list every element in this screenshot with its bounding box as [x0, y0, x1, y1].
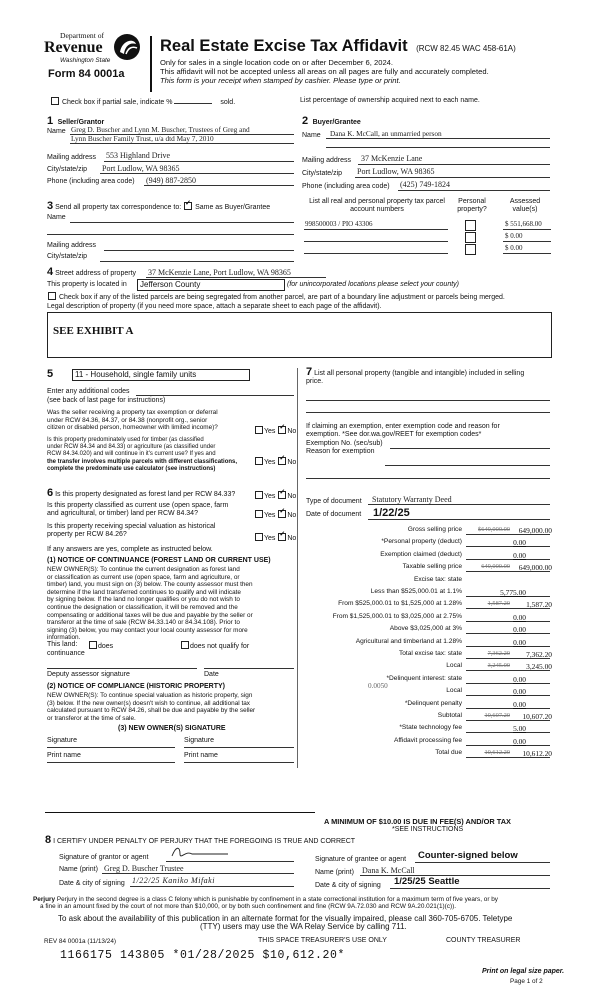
- corr-city-label: City/state/zip: [47, 253, 88, 260]
- section-6-number: 6: [47, 487, 54, 499]
- doc-type-underline: [368, 504, 550, 505]
- q-timber-yes-checkbox[interactable]: [255, 457, 263, 465]
- tax-row-label: *Delinquent penalty: [404, 699, 462, 707]
- continuance-line: NEW OWNER(S): To continue the current designation as forest land: [47, 566, 240, 573]
- tax-row-label: Less than $525,000.01 at 1.1%: [370, 588, 462, 595]
- seller-mail-value[interactable]: 553 Highland Drive: [106, 151, 170, 160]
- segregation-row: [47, 292, 505, 302]
- section-4-street-row: [47, 268, 136, 278]
- section-5-number: 5: [47, 368, 54, 380]
- buyer-name-value[interactable]: Dana K. McCall, an unmarried person: [330, 129, 442, 138]
- forest-yes-label: Yes: [264, 493, 276, 500]
- street-value[interactable]: 37 McKenzie Lane, Port Ludlow, WA 98365: [148, 268, 291, 277]
- personal-property-line-1: [306, 400, 550, 401]
- compliance-text: [47, 692, 297, 722]
- tax-row-label: Agricultural and timberland at 1.28%: [355, 637, 462, 645]
- exemption-reason-line-2: [306, 478, 550, 479]
- corr-city-underline: [100, 261, 294, 262]
- form-rcw: (RCW 82.45 WAC 458-61A): [416, 44, 516, 53]
- tax-row-label: Excise tax: state: [413, 575, 462, 583]
- corr-name-underline: [70, 222, 294, 223]
- exemption-line-2: exemption. *See dor.wa.gov/REET for exemption codes*: [306, 431, 482, 439]
- section-2-number: 2: [302, 115, 309, 127]
- tax-row-struck-value: 1,587.20: [487, 600, 510, 608]
- grantee-sig-line: [415, 862, 550, 863]
- grantee-date-value[interactable]: 1/25/25 Seattle: [394, 876, 460, 887]
- segregation-checkbox[interactable]: [48, 292, 56, 300]
- same-as-buyer-label: Same as Buyer/Grantee: [195, 204, 271, 211]
- section-3-label: Send all property tax correspondence to:: [55, 204, 182, 211]
- owner-sig-line-1: [47, 747, 175, 748]
- compliance-line: (3) below. If the new owner(s) doesn't wish to continue, all additional tax: [47, 699, 250, 707]
- grantor-date-line: [130, 886, 294, 887]
- grantor-sig-label: Signature of grantor or agent: [59, 854, 149, 861]
- county-note: (for unincorporated locations please select your county): [287, 281, 459, 288]
- tax-row-value[interactable]: 0.00: [513, 637, 526, 647]
- continuance-line: compensating or additional taxes will be due and payable by the seller or: [47, 611, 253, 619]
- form-title-row: [160, 37, 516, 56]
- tax-row-label: Exemption claimed (deduct): [380, 550, 462, 558]
- q-timber-no-label: No: [287, 459, 297, 466]
- continuance-line: transferor at the time of sale (RCW 84.33.140 or 84.34.108). Prior to: [47, 619, 240, 627]
- partial-sale-row: [50, 97, 235, 107]
- tax-row-label: Taxable selling price: [402, 563, 462, 571]
- buyer-name-label: Name: [302, 132, 321, 139]
- tax-row-value[interactable]: 649,000.00: [518, 563, 552, 573]
- alt-format-line-1: To ask about the availability of this publication in an alternate format for the visually impaired, please call 360-705-6705. Teletype: [58, 914, 513, 923]
- section-7-label-1: List all personal property (tangible and intangible) included in selling: [314, 370, 525, 377]
- continuance-line: timber) land, you must sign on (3) below. The county assessor must then: [47, 581, 253, 589]
- tax-row-struck-value: 3,245.00: [487, 662, 510, 670]
- section-7-label-2: price.: [306, 378, 324, 386]
- tax-row-value[interactable]: 0.00: [513, 550, 526, 560]
- header-note-3: This form is your receipt when stamped by cashier. Please type or print.: [160, 76, 401, 85]
- continuance-line: signing (3) below, you may contact your local county assessor for more: [47, 626, 248, 634]
- street-label: Street address of property: [55, 270, 137, 277]
- tax-row-struck-value: 10,607.20: [484, 712, 510, 719]
- grantee-date-label: Date & city of signing: [315, 882, 381, 889]
- personal-checkbox-3[interactable]: [465, 244, 476, 255]
- historic-no-checkbox[interactable]: [278, 533, 286, 541]
- forest-no-label: No: [287, 493, 297, 500]
- tax-row-label: *State technology fee: [399, 724, 462, 732]
- q-exemption-text: [47, 409, 257, 432]
- buyer-name-underline: [326, 138, 550, 139]
- current-use-line1: Is this property classified as current use (open space, farm: [47, 502, 229, 509]
- assessed-value-3[interactable]: $ 0.00: [505, 244, 523, 252]
- q-timber-answer: [254, 457, 296, 467]
- alt-format-line-2: (TTY) users may use the WA Relay Service by calling 711.: [200, 922, 407, 931]
- header-note-2: This affidavit will not be accepted unless all areas on all pages are fully and accurately completed.: [160, 67, 489, 76]
- list-percentage-note: List percentage of ownership acquired next to each name.: [300, 97, 480, 104]
- section-8-top-rule: [45, 812, 315, 813]
- buyer-mail-underline: [358, 164, 550, 165]
- tax-row-value[interactable]: 10,607.20: [522, 712, 552, 721]
- treasurer-use-label: THIS SPACE TREASURER'S USE ONLY: [258, 937, 387, 944]
- q-timber-line3: RCW 84.34.020) and will continue in it's current use? If yes and: [47, 451, 216, 458]
- buyer-mail-value[interactable]: 37 McKenzie Lane: [361, 154, 423, 163]
- seller-name-label: Name: [47, 128, 66, 135]
- q-exemption-answer: [254, 426, 296, 436]
- perjury-line-2: a fine in an amount fixed by the court of not more than $10,000, or by both such confinement and fine (RCW 9A.72.030 and RCW 9A.20.021(1)(c)).: [40, 903, 456, 910]
- assessed-3-underline: [503, 253, 551, 254]
- corr-name-label: Name: [47, 214, 66, 221]
- seller-city-label: City/state/zip: [47, 166, 88, 173]
- current-use-yes-label: Yes: [264, 512, 276, 519]
- section-7-heading: [306, 368, 552, 387]
- tax-row-value[interactable]: 5.00: [513, 724, 526, 734]
- does-not-qualify-checkbox[interactable]: [181, 641, 189, 649]
- corr-name-underline-2: [47, 234, 294, 235]
- tax-row-label: Local: [446, 662, 462, 670]
- doc-date-label: Date of document: [306, 511, 362, 518]
- q-timber-no-checkbox[interactable]: [278, 457, 286, 465]
- tax-row-label: Above $3,025,000 at 3%: [389, 625, 462, 633]
- parcel-col-header: List all real and personal property tax parcel account numbers: [309, 198, 445, 214]
- section-8-number: 8: [45, 834, 52, 846]
- parcel-1[interactable]: 998500003 / PIO 43306: [305, 220, 373, 228]
- owner-print-line-1: [47, 762, 175, 763]
- q-exemption-line2: under RCW 84.36, 84.37, or 84.38 (nonprofit org., senior: [47, 416, 208, 424]
- tax-row-value[interactable]: 0.00: [513, 699, 526, 709]
- deputy-sig-line: [47, 668, 197, 669]
- legal-size-note: Print on legal size paper.: [482, 968, 565, 975]
- tax-row-label: From $525,000.01 to $1,525,000 at 1.28%: [338, 600, 462, 608]
- logo-dept-text: Department of: [60, 31, 105, 40]
- q-exemption-no-label: No: [287, 428, 297, 435]
- seller-phone-label: Phone (including area code): [47, 178, 135, 185]
- historic-line1: Is this property receiving special valuation as historical: [47, 523, 216, 530]
- section-2-title: Buyer/Grantee: [312, 119, 361, 126]
- q-timber-line4: the transfer involves multiple parcels with different classifications,: [47, 458, 238, 465]
- owner-sig-line-2: [184, 747, 294, 748]
- buyer-city-value[interactable]: Port Ludlow, WA 98365: [357, 167, 435, 176]
- doc-type-value[interactable]: Statutory Warranty Deed: [372, 495, 452, 504]
- partial-sale-label: Check box if partial sale, indicate %: [61, 99, 173, 106]
- tax-row-value[interactable]: 10,612.20: [522, 749, 552, 759]
- tax-row-label: Affidavit processing fee: [393, 736, 462, 744]
- tax-row-value[interactable]: 3,245.00: [526, 662, 552, 672]
- legal-description-field[interactable]: [47, 312, 552, 358]
- grantor-signature-icon[interactable]: [168, 844, 248, 862]
- grantor-date-value[interactable]: 1/22/25 Kaniko Mifaki: [132, 876, 215, 885]
- partial-pct-field[interactable]: [174, 103, 212, 104]
- continuance-heading: (1) NOTICE OF CONTINUANCE (FOREST LAND OR CURRENT USE): [47, 557, 271, 564]
- page-number: Page 1 of 2: [510, 978, 543, 985]
- tax-row-value[interactable]: 0.00: [513, 674, 526, 684]
- tax-row-label: Subtotal: [437, 712, 462, 719]
- current-use-line2: and agricultural, or timber) land per RCW 84.34?: [47, 510, 198, 518]
- personal-col-header: Personal property?: [457, 198, 487, 214]
- q-timber-text: [47, 437, 267, 473]
- buyer-mail-label: Mailing address: [302, 157, 352, 164]
- left-right-divider: [297, 368, 298, 768]
- historic-yes-checkbox[interactable]: [255, 533, 263, 541]
- does-not-qualify-option: [180, 641, 249, 651]
- buyer-phone-underline: [398, 190, 550, 191]
- owner-print-label-2: Print name: [184, 752, 218, 759]
- continuance-label: continuance: [47, 650, 85, 657]
- exemption-text: [306, 423, 552, 457]
- tax-row-value[interactable]: 7,362.20: [526, 650, 552, 659]
- q-timber-line2: under RCW 84.34 and 84.33) or agriculture (as classified under: [47, 444, 216, 451]
- historic-line2: property per RCW 84.26?: [47, 531, 127, 539]
- tax-row-label: Total due: [435, 749, 462, 757]
- section-7-number: 7: [306, 366, 313, 378]
- seller-name-line1[interactable]: Greg D. Buscher and Lynn M. Buscher, Trustees of Greg and: [71, 125, 250, 134]
- county-treasurer-label: COUNTY TREASURER: [446, 937, 521, 944]
- header-note-1: Only for sales in a single location code on or after December 6, 2024.: [160, 58, 394, 67]
- buyer-city-underline: [355, 177, 550, 178]
- grantor-name-label: Name (print): [59, 866, 98, 873]
- legal-description-value: SEE EXHIBIT A: [53, 325, 134, 337]
- land-use-code-value: 11 - Household, single family units: [75, 370, 197, 379]
- q-timber-line5: complete the predominate use calculator (see instructions): [47, 465, 216, 472]
- grantee-name-value[interactable]: Dana K. McCall: [362, 866, 415, 875]
- assessed-1-underline: [503, 229, 551, 230]
- perjury-text-1: Perjury in the second degree is a class C felony which is punishable by confinement in a state correctional institution for a maximum term of five years, or by: [56, 896, 498, 903]
- grantee-name-label: Name (print): [315, 869, 354, 876]
- q-exemption-line1: Was the seller receiving a property tax exemption or deferral: [47, 409, 218, 416]
- buyer-phone-value[interactable]: (425) 749-1824: [400, 180, 450, 189]
- tax-row-value[interactable]: 0.00: [513, 625, 526, 635]
- owner-sig-label-1: Signature: [47, 737, 77, 744]
- assessed-value-2[interactable]: $ 0.00: [505, 232, 523, 240]
- grantee-date-line: [390, 888, 550, 889]
- partial-sold-label: sold.: [220, 99, 236, 106]
- assessed-2-underline: [503, 241, 551, 242]
- parcel-1-underline: [304, 229, 448, 230]
- grantor-name-line: [102, 873, 294, 874]
- treasurer-receipt-stamp: 1166175 143805 *01/28/2025 $10,612.20*: [60, 949, 346, 962]
- current-use-no-label: No: [287, 512, 297, 519]
- exemption-no-label: Exemption No. (sec/sub): [306, 439, 383, 447]
- does-not-qualify-label: does not qualify for: [190, 643, 250, 650]
- historic-answer: [254, 533, 296, 543]
- doc-date-value[interactable]: 1/22/25: [373, 507, 410, 519]
- tax-row-value[interactable]: 0.00: [513, 736, 526, 746]
- forest-answer: [254, 491, 296, 501]
- seller-city-value[interactable]: Port Ludlow, WA 98365: [102, 164, 180, 173]
- partial-sale-checkbox[interactable]: [51, 97, 59, 105]
- deputy-sig-label: Deputy assessor signature: [47, 671, 130, 678]
- exemption-line-1: If claiming an exemption, enter exemption code and reason for: [306, 423, 500, 430]
- tax-row-struck-value: 649,000.00: [481, 563, 510, 571]
- section-6-q1: [47, 489, 235, 499]
- tax-row-struck-value: 10,612.20: [484, 749, 510, 757]
- doc-type-label: Type of document: [306, 498, 362, 505]
- county-select-value: Jefferson County: [140, 280, 201, 289]
- historic-no-label: No: [287, 535, 297, 542]
- personal-checkbox-2[interactable]: [465, 232, 476, 243]
- any-yes-note: If any answers are yes, complete as instructed below.: [47, 546, 213, 553]
- buyer-name-underline-2: [326, 147, 550, 148]
- compliance-line: NEW OWNER(S): To continue special valuation as historic property, sign: [47, 692, 253, 699]
- new-owner-sig-heading: (3) NEW OWNER(S) SIGNATURE: [118, 725, 226, 732]
- grantor-name-value[interactable]: Greg D. Buscher Trustee: [104, 864, 184, 873]
- historic-text: [47, 523, 215, 540]
- tax-row-label: From $1,525,000.01 to $3,025,000 at 2.75%: [332, 612, 462, 620]
- tax-row-label: *Delinquent interest: state: [386, 674, 462, 682]
- form-number: Form 84 0001a: [48, 68, 125, 80]
- tax-row-value[interactable]: 1,587.20: [526, 600, 552, 610]
- seller-mail-label: Mailing address: [47, 154, 97, 161]
- continuance-line: continue the designation or classification, it will be removed and the: [47, 603, 238, 611]
- tax-row-value[interactable]: 0.00: [513, 612, 526, 622]
- logo-state-text: Washington State: [60, 57, 111, 64]
- grantor-date-label: Date & city of signing: [59, 880, 125, 887]
- q-exemption-yes-checkbox[interactable]: [255, 426, 263, 434]
- parcel-2-underline: [304, 241, 448, 242]
- seller-phone-underline: [144, 185, 294, 186]
- tax-row-struck-value: $649,000.00: [478, 526, 510, 533]
- corr-mail-label: Mailing address: [47, 242, 97, 249]
- legal-desc-label: Legal description of property (if you need more space, attach a separate sheet to each page of the affidavit).: [47, 303, 382, 310]
- segregation-label: Check box if any of the listed parcels are being segregated from another parcel, are part of a boundary line adjustment or parcels being merged.: [58, 294, 505, 301]
- personal-property-line-2: [306, 412, 550, 413]
- revision-label: REV 84 0001a (11/13/24): [44, 938, 117, 945]
- seller-mail-underline: [104, 161, 294, 162]
- continuance-line: or classification as current use (open space, farm and agriculture, or: [47, 573, 240, 581]
- tax-row-label: Local: [446, 687, 462, 695]
- section-1-title: Seller/Grantor: [57, 119, 105, 126]
- assessed-col-header: Assessed value(s): [509, 198, 541, 214]
- grantor-sig-line: [166, 861, 294, 862]
- continuance-line: by signing below. If the land no longer qualifies or you do not wish to: [47, 596, 240, 604]
- exemption-no-line: [390, 448, 550, 449]
- county-label: This property is located in: [47, 281, 127, 288]
- owner-sig-label-2: Signature: [184, 737, 214, 744]
- buyer-city-label: City/state/zip: [302, 170, 343, 177]
- section-3-number: 3: [47, 200, 54, 212]
- dor-logo: [42, 32, 142, 92]
- tax-row-label: Total excise tax: state: [398, 650, 462, 657]
- additional-codes-note: (see back of last page for instructions): [47, 397, 166, 404]
- exemption-reason-label: Reason for exemption: [306, 448, 375, 456]
- doc-date-underline: [368, 519, 550, 520]
- q-exemption-no-checkbox[interactable]: [278, 426, 286, 434]
- forest-yes-checkbox[interactable]: [255, 491, 263, 499]
- additional-codes-label: Enter any additional codes: [47, 388, 130, 395]
- section-2-heading: [302, 111, 361, 129]
- seller-city-underline: [100, 173, 294, 174]
- tax-row-label: Gross selling price: [407, 526, 462, 533]
- deputy-date-line: [204, 668, 294, 669]
- personal-checkbox-1[interactable]: [465, 220, 476, 231]
- current-use-yes-checkbox[interactable]: [255, 510, 263, 518]
- continuance-line: determine if the land transferred continues to qualify and will indicate: [47, 588, 241, 596]
- compliance-line: or transferor at the time of sale.: [47, 714, 136, 722]
- seller-phone-value[interactable]: (949) 887-2850: [146, 176, 196, 185]
- does-qualify-option: [88, 641, 113, 651]
- historic-yes-label: Yes: [264, 535, 276, 542]
- tax-row-label: *Personal property (deduct): [381, 538, 462, 546]
- seller-name-underline-2: [70, 143, 294, 144]
- compliance-line: calculated pursuant to RCW 84.26, shall be due and payable by the seller: [47, 707, 256, 715]
- same-as-buyer-checkbox[interactable]: [184, 202, 192, 210]
- q-timber-yes-label: Yes: [264, 459, 276, 466]
- this-land-label: This land:: [47, 641, 78, 648]
- current-use-answer: [254, 510, 296, 520]
- form-title: Real Estate Excise Tax Affidavit: [160, 37, 408, 55]
- local-rate-value: 0.0050: [368, 682, 388, 690]
- continuance-text: [47, 566, 297, 642]
- owner-print-label-1: Print name: [47, 752, 81, 759]
- corr-mail-underline: [104, 250, 294, 251]
- street-underline: [146, 277, 326, 278]
- current-use-no-checkbox[interactable]: [278, 510, 286, 518]
- q-exemption-line3: citizen or disabled person, homeowner with limited income)?: [47, 424, 218, 432]
- tax-row-struck-value: 7,362.20: [487, 650, 510, 657]
- continuance-line: information.: [47, 634, 81, 642]
- q-exemption-yes-label: Yes: [264, 428, 276, 435]
- minimum-due-note: A MINIMUM OF $10.00 IS DUE IN FEE(S) AND/OR TAX: [324, 817, 511, 826]
- deputy-date-label: Date: [204, 671, 219, 678]
- tax-row-value[interactable]: 649,000.00: [518, 526, 552, 535]
- q-timber-line1: Is this property predominately used for timber (as classified: [47, 437, 204, 443]
- seller-name-line2[interactable]: Lynn Buscher Family Trust, u/a dtd May 7, 2010: [71, 134, 214, 143]
- assessed-value-1[interactable]: $ 551,668.00: [505, 220, 542, 228]
- header-divider: [150, 36, 152, 92]
- current-use-text: [47, 502, 228, 519]
- does-qualify-checkbox[interactable]: [89, 641, 97, 649]
- exemption-reason-line: [385, 465, 550, 466]
- tax-row-value[interactable]: 0.00: [513, 538, 526, 548]
- compliance-heading: (2) NOTICE OF COMPLIANCE (HISTORIC PROPERTY): [47, 683, 225, 690]
- owner-print-line-2: [184, 762, 294, 763]
- grantee-sig-label: Signature of grantee or agent: [315, 856, 407, 863]
- additional-codes-underline: [136, 395, 294, 396]
- forest-no-checkbox[interactable]: [278, 491, 286, 499]
- grantee-signature-value[interactable]: Counter-signed below: [418, 850, 518, 861]
- section-1-number: 1: [47, 115, 54, 127]
- county-select[interactable]: [137, 279, 285, 291]
- tax-row-value[interactable]: 5,775.00: [500, 588, 526, 597]
- parcel-3-underline: [304, 253, 448, 254]
- section-4-number: 4: [47, 266, 54, 278]
- certify-statement: I CERTIFY UNDER PENALTY OF PERJURY THAT THE FOREGOING IS TRUE AND CORRECT: [53, 838, 356, 845]
- buyer-phone-label: Phone (including area code): [302, 183, 390, 190]
- section-3-heading: [47, 202, 270, 212]
- does-qualify-label: does: [98, 643, 114, 650]
- see-instructions-note: *SEE INSTRUCTIONS: [392, 826, 464, 833]
- land-use-code-select[interactable]: [72, 369, 250, 381]
- perjury-line-1: Perjury Perjury in the second degree is a class C felony which is punishable by confinement in a state correctional institution for a maximum term of five years, or by: [33, 896, 498, 903]
- tax-row-value[interactable]: 0.00: [513, 687, 526, 697]
- section-6-q1-label: Is this property designated as forest land per RCW 84.33?: [55, 491, 236, 498]
- revenue-swirl-icon: [112, 32, 142, 62]
- logo-revenue-text: Revenue: [44, 39, 103, 56]
